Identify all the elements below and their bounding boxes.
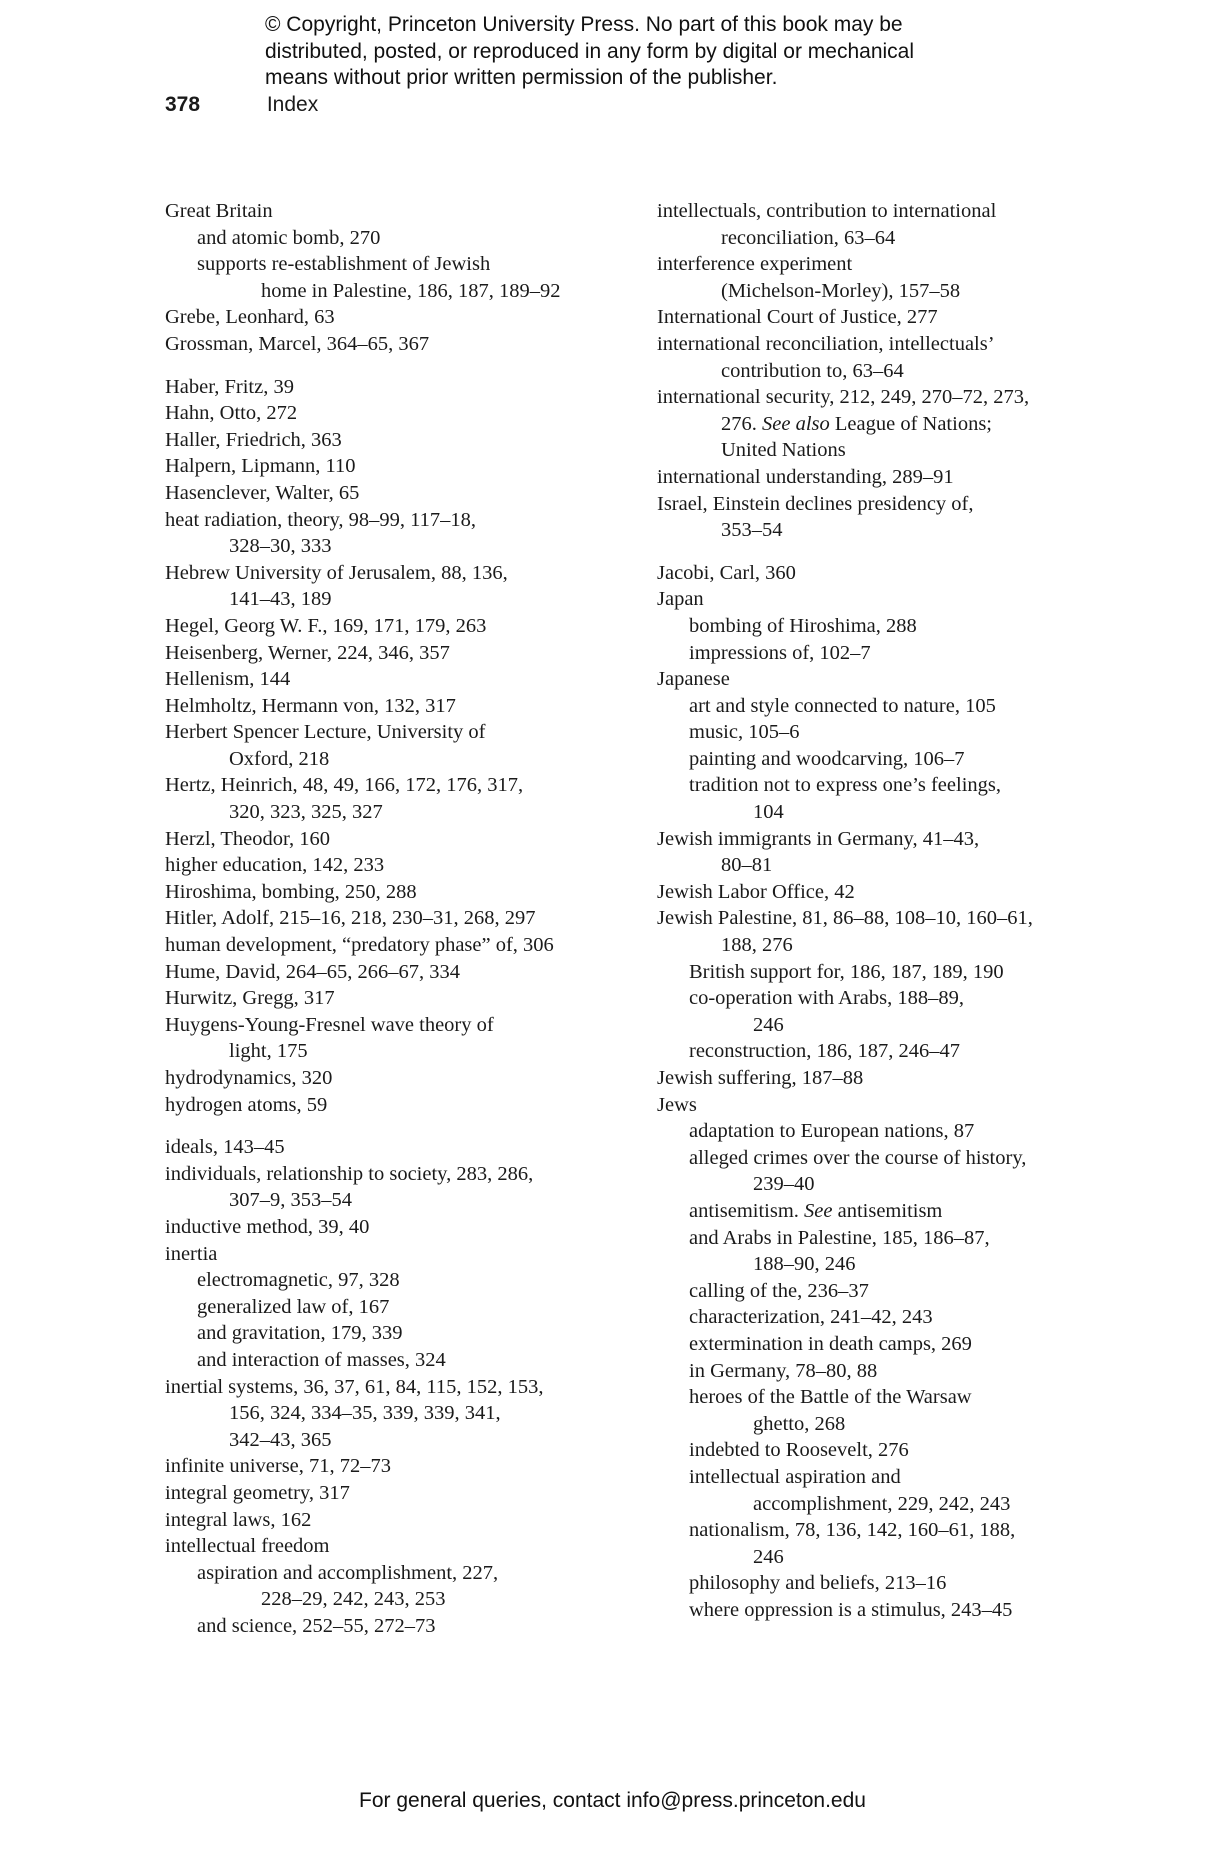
see-italic: See — [804, 1199, 833, 1222]
copyright-line: distributed, posted, or reproduced in any form by digital or mechanical — [265, 39, 915, 63]
index-subentry: British support for, 186, 187, 189, 190 — [689, 960, 1004, 983]
index-subentry: and science, 252–55, 272–73 — [197, 1614, 436, 1637]
index-subentry: nationalism, 78, 136, 142, 160–61, 188, 246 — [689, 1519, 1016, 1568]
index-entry: Hertz, Heinrich, 48, 49, 166, 172, 176, 317, 320, 323, 325, 327 — [165, 774, 524, 824]
index-entry: hydrodynamics, 320 — [165, 1067, 333, 1089]
index-column-right — [657, 198, 1097, 1623]
index-subentry: and gravitation, 179, 339 — [197, 1322, 403, 1345]
index-entry: Herbert Spencer Lecture, University of Oxford, 218 — [165, 721, 486, 770]
index-entry: International Court of Justice, 277 — [657, 306, 938, 329]
index-entry: Jews — [657, 1093, 697, 1116]
index-entry: international security, 212, 249, 270–72, 273, 276. See also League of Nations; United Nations — [657, 386, 1030, 462]
index-entry: Great Britain — [165, 200, 273, 222]
index-entry: Halpern, Lipmann, 110 — [165, 455, 356, 478]
index-entry: Haller, Friedrich, 363 — [165, 428, 342, 451]
index-entry: ideals, 143–45 — [165, 1136, 285, 1159]
index-entry: hydrogen atoms, 59 — [165, 1093, 328, 1116]
index-subentry: and Arabs in Palestine, 185, 186–87, 188–90, 246 — [689, 1226, 990, 1276]
index-entry: Hebrew University of Jerusalem, 88, 136, 141–43, 189 — [165, 561, 508, 611]
footer-contact: For general queries, contact info@press.princeton.edu — [359, 1789, 866, 1812]
copyright-line: © Copyright, Princeton University Press. No part of this book may be — [265, 13, 903, 36]
see-also-italic: See also — [762, 412, 830, 435]
index-subentry: philosophy and beliefs, 213–16 — [689, 1572, 947, 1595]
index-entry: integral geometry, 317 — [165, 1481, 350, 1504]
letter-group-gap — [165, 1118, 605, 1134]
index-entry: Jewish immigrants in Germany, 41–43, 80–81 — [657, 827, 980, 877]
index-entry: Jewish suffering, 187–88 — [657, 1067, 864, 1089]
index-entry: Haber, Fritz, 39 — [165, 375, 294, 398]
index-entry: Jewish Labor Office, 42 — [657, 880, 855, 903]
copyright-line: means without prior written permission of the publisher. — [265, 66, 778, 89]
index-subentry: antisemitism. See antisemitism — [689, 1199, 943, 1222]
index-entry: Hellenism, 144 — [165, 668, 291, 691]
index-subentry: and interaction of masses, 324 — [197, 1348, 446, 1371]
index-entry: integral laws, 162 — [165, 1508, 312, 1531]
index-entry: Japanese — [657, 668, 730, 691]
index-entry: Hume, David, 264–65, 266–67, 334 — [165, 960, 460, 983]
index-entry: Grebe, Leonhard, 63 — [165, 306, 335, 329]
index-entry: Heisenberg, Werner, 224, 346, 357 — [165, 641, 450, 664]
section-title: Index — [266, 93, 319, 116]
index-subentry: art and style connected to nature, 105 — [689, 694, 996, 717]
index-entry: Jacobi, Carl, 360 — [657, 561, 796, 584]
index-subentry: supports re-establishment of Jewish home in Palestine, 186, 187, 189–92 — [197, 253, 561, 302]
index-entry: heat radiation, theory, 98–99, 117–18, 328–30, 333 — [165, 508, 477, 558]
index-subentry: bombing of Hiroshima, 288 — [689, 614, 917, 637]
letter-group-gap — [165, 358, 605, 374]
index-entry: Herzl, Theodor, 160 — [165, 827, 331, 850]
index-subentry: extermination in death camps, 269 — [689, 1332, 972, 1355]
index-subentry: aspiration and accomplishment, 227, 228–29, 242, 243, 253 — [197, 1561, 499, 1611]
index-subentry: and atomic bomb, 270 — [197, 226, 381, 249]
index-subentry: music, 105–6 — [689, 721, 800, 744]
index-subentry: indebted to Roosevelt, 276 — [689, 1439, 909, 1462]
index-entry: inductive method, 39, 40 — [165, 1215, 370, 1238]
index-entry: Hurwitz, Gregg, 317 — [165, 987, 335, 1010]
index-entry: higher education, 142, 233 — [165, 854, 385, 877]
index-subentry: calling of the, 236–37 — [689, 1279, 869, 1302]
copyright-notice — [265, 12, 1025, 92]
index-entry: infinite universe, 71, 72–73 — [165, 1455, 392, 1478]
index-entry: inertia — [165, 1242, 218, 1265]
index-entry: individuals, relationship to society, 283, 286, 307–9, 353–54 — [165, 1162, 534, 1212]
letter-group-gap — [657, 544, 1097, 560]
index-entry: Japan — [657, 588, 704, 611]
index-entry: Hitler, Adolf, 215–16, 218, 230–31, 268, 297 — [165, 907, 536, 930]
index-entry: intellectuals, contribution to international reconciliation, 63–64 — [657, 200, 997, 249]
index-entry: Israel, Einstein declines presidency of, 353–54 — [657, 492, 974, 542]
index-entry: international understanding, 289–91 — [657, 465, 954, 488]
index-subentry: heroes of the Battle of the Warsaw ghetto, 268 — [689, 1386, 972, 1435]
index-column-left — [165, 198, 605, 1639]
index-subentry: co-operation with Arabs, 188–89, 246 — [689, 987, 964, 1036]
index-entry: Helmholtz, Hermann von, 132, 317 — [165, 694, 456, 717]
index-entry: Hahn, Otto, 272 — [165, 402, 298, 425]
index-subentry: where oppression is a stimulus, 243–45 — [689, 1598, 1013, 1621]
index-subentry: generalized law of, 167 — [197, 1295, 390, 1318]
index-subentry: tradition not to express one’s feelings, 104 — [689, 774, 1001, 824]
index-subentry: reconstruction, 186, 187, 246–47 — [689, 1040, 961, 1063]
index-entry: Huygens-Young-Fresnel wave theory of light, 175 — [165, 1013, 494, 1063]
index-entry: Hiroshima, bombing, 250, 288 — [165, 880, 417, 903]
index-entry: Grossman, Marcel, 364–65, 367 — [165, 332, 430, 355]
index-subentry: impressions of, 102–7 — [689, 641, 871, 664]
index-subentry: painting and woodcarving, 106–7 — [689, 747, 965, 770]
index-entry: international reconciliation, intellectuals’ contribution to, 63–64 — [657, 332, 995, 382]
index-subentry: characterization, 241–42, 243 — [689, 1306, 933, 1329]
index-entry: intellectual freedom — [165, 1535, 330, 1558]
index-subentry: intellectual aspiration and accomplishment, 229, 242, 243 — [689, 1465, 1011, 1515]
running-head — [165, 92, 318, 118]
index-subentry: alleged crimes over the course of history, 239–40 — [689, 1146, 1027, 1196]
index-entry: human development, “predatory phase” of, 306 — [165, 934, 554, 957]
index-entry: Hasenclever, Walter, 65 — [165, 481, 360, 504]
index-subentry: electromagnetic, 97, 328 — [197, 1269, 400, 1292]
index-subentry: adaptation to European nations, 87 — [689, 1120, 975, 1143]
index-entry: Jewish Palestine, 81, 86–88, 108–10, 160–61, 188, 276 — [657, 907, 1033, 957]
index-subentry: in Germany, 78–80, 88 — [689, 1359, 878, 1382]
index-entry: interference experiment (Michelson-Morley), 157–58 — [657, 253, 961, 302]
page-number: 378 — [165, 93, 201, 116]
index-entry: inertial systems, 36, 37, 61, 84, 115, 152, 153, 156, 324, 334–35, 339, 339, 341, 342–43, 365 — [165, 1375, 544, 1451]
index-entry: Hegel, Georg W. F., 169, 171, 179, 263 — [165, 614, 487, 637]
